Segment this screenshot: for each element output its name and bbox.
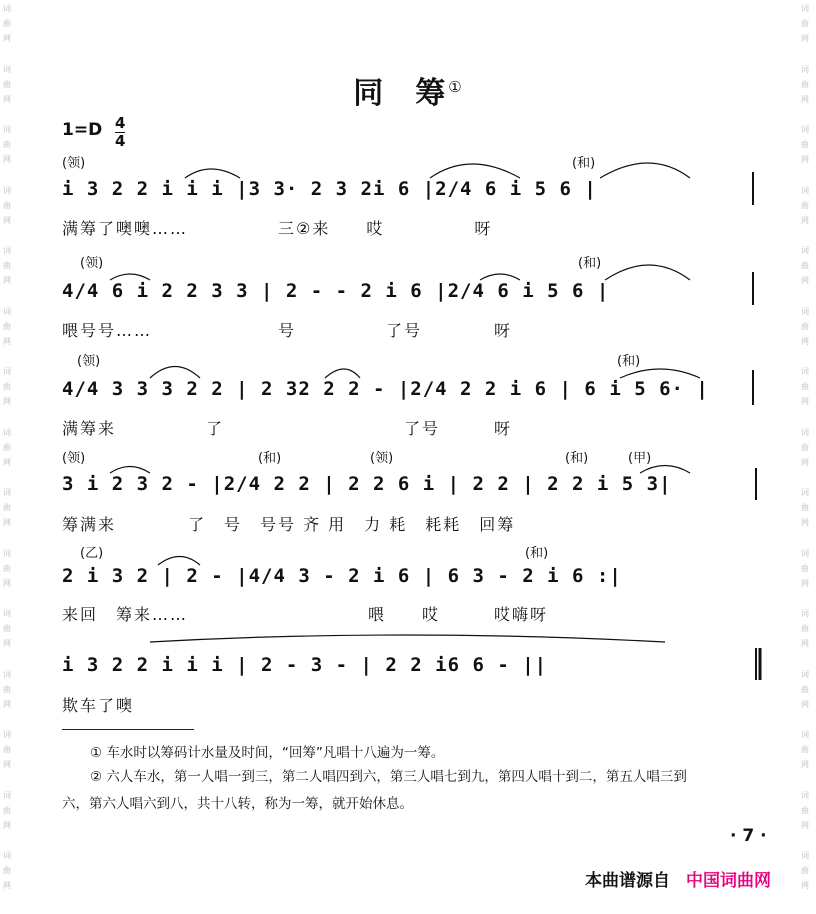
watermark-char: 曲 bbox=[3, 866, 11, 875]
watermark-char: 网 bbox=[801, 276, 809, 285]
watermark-char: 词 bbox=[3, 488, 11, 497]
part-label: (领) bbox=[77, 354, 101, 369]
notation-row-1: i 3 2 2 i i i |3 3· 2 3 2i 6 |2/4 6 i 5 6 | bbox=[62, 178, 597, 200]
watermark-char: 曲 bbox=[3, 140, 11, 149]
watermark-char: 网 bbox=[801, 639, 809, 648]
watermark-char: 词 bbox=[3, 548, 11, 558]
watermark-char: 网 bbox=[801, 881, 809, 890]
watermark-char: 网 bbox=[3, 639, 11, 648]
slur bbox=[430, 164, 520, 178]
watermark-char: 词 bbox=[3, 64, 11, 74]
watermark-char: 网 bbox=[801, 699, 809, 709]
watermark-char: 曲 bbox=[3, 442, 11, 452]
watermark-char: 曲 bbox=[801, 503, 809, 512]
part-label: (领) bbox=[62, 451, 86, 466]
slur bbox=[480, 274, 520, 280]
notation-row-4: 3 i 2 3 2 - |2/4 2 2 | 2 2 6 i | 2 2 | 2 2 i 5 3| bbox=[62, 473, 672, 495]
slur bbox=[620, 369, 700, 378]
footnote-divider bbox=[62, 729, 194, 730]
watermark-char: 网 bbox=[3, 94, 11, 104]
watermark-char: 网 bbox=[3, 276, 11, 285]
part-label: (和) bbox=[525, 546, 549, 561]
watermark-char: 网 bbox=[3, 518, 11, 527]
watermark-char: 词 bbox=[3, 851, 11, 860]
watermark-char: 曲 bbox=[3, 79, 11, 89]
watermark-char: 网 bbox=[801, 578, 809, 588]
watermark-char: 曲 bbox=[801, 563, 809, 573]
source-prefix: 本曲谱源自 bbox=[585, 871, 670, 891]
part-label: (和) bbox=[572, 156, 596, 171]
notation-row-5: 2 i 3 2 | 2 - |4/4 3 - 2 i 6 | 6 3 - 2 i 6 :| bbox=[62, 565, 622, 587]
part-label: (领) bbox=[62, 156, 86, 171]
watermark-char: 曲 bbox=[3, 321, 11, 331]
slur bbox=[110, 274, 150, 280]
watermark-char: 词 bbox=[3, 185, 11, 195]
notation-row-2: 4/4 6 i 2 2 3 3 | 2 - - 2 i 6 |2/4 6 i 5 6 | bbox=[62, 280, 610, 302]
watermark-char: 词 bbox=[801, 64, 809, 74]
notation-row-6: i 3 2 2 i i i | 2 - 3 - | 2 2 i6 6 - || bbox=[62, 654, 548, 676]
watermark-char: 网 bbox=[801, 94, 809, 104]
watermark-char: 曲 bbox=[3, 261, 11, 270]
watermark-char: 网 bbox=[801, 820, 809, 830]
time-numerator: 4 bbox=[115, 114, 126, 132]
watermark-char: 曲 bbox=[801, 624, 809, 633]
title-footnote-mark: ① bbox=[448, 78, 463, 96]
watermark-char: 网 bbox=[3, 820, 11, 830]
lyrics-row-3: 满筹来 了 了号 呀 bbox=[62, 419, 513, 438]
watermark-char: 网 bbox=[801, 397, 809, 406]
watermark-char: 曲 bbox=[3, 624, 11, 633]
watermark-char: 曲 bbox=[801, 200, 809, 210]
watermark-char: 曲 bbox=[801, 745, 809, 754]
watermark-char: 曲 bbox=[3, 745, 11, 754]
watermark-char: 词 bbox=[801, 488, 809, 497]
watermark-char: 曲 bbox=[801, 261, 809, 270]
watermark-char: 词 bbox=[3, 609, 11, 618]
footnote-2: ② 六人车水，第一人唱一到三，第二人唱四到六，第三人唱七到九，第四人唱十到二，第五人唱三到 bbox=[90, 769, 687, 785]
watermark-char: 曲 bbox=[801, 19, 809, 28]
lyrics-row-5: 来回 筹来…… 喂 哎 哎嗨呀 bbox=[62, 605, 549, 624]
watermark-char: 网 bbox=[801, 336, 809, 346]
watermark-char: 网 bbox=[3, 397, 11, 406]
watermark-char: 曲 bbox=[3, 503, 11, 512]
part-label: (和) bbox=[565, 451, 589, 466]
watermark-char: 网 bbox=[801, 215, 809, 225]
watermark-char: 词 bbox=[3, 669, 11, 679]
watermark-char: 词 bbox=[3, 790, 11, 800]
watermark-char: 曲 bbox=[801, 684, 809, 694]
watermark-char: 词 bbox=[801, 246, 809, 255]
watermark-char: 词 bbox=[3, 367, 11, 376]
watermark-char: 曲 bbox=[3, 382, 11, 391]
watermark-char: 网 bbox=[3, 699, 11, 709]
time-denominator: 4 bbox=[115, 132, 126, 150]
watermark-char: 曲 bbox=[801, 866, 809, 875]
watermark-char: 网 bbox=[801, 518, 809, 527]
watermark-char: 网 bbox=[3, 215, 11, 225]
watermark-char: 词 bbox=[801, 427, 809, 437]
lyrics-row-2: 喂号号…… 号 了号 呀 bbox=[62, 321, 513, 340]
watermark-char: 曲 bbox=[801, 79, 809, 89]
slur bbox=[185, 169, 240, 178]
page-number: · 7 · bbox=[730, 826, 767, 846]
watermark-char: 词 bbox=[801, 609, 809, 618]
watermark-char: 词 bbox=[801, 4, 809, 13]
watermark-char: 曲 bbox=[3, 563, 11, 573]
part-label: (和) bbox=[258, 451, 282, 466]
watermark-char: 网 bbox=[3, 881, 11, 890]
watermark-char: 词 bbox=[801, 851, 809, 860]
watermark-char: 词 bbox=[801, 548, 809, 558]
slur bbox=[605, 265, 690, 280]
watermark-char: 网 bbox=[801, 34, 809, 43]
watermark-char: 曲 bbox=[801, 805, 809, 815]
slur bbox=[158, 557, 200, 566]
lyrics-row-6: 欺车了噢 bbox=[62, 696, 135, 715]
watermark-char: 网 bbox=[3, 760, 11, 769]
watermark-char: 网 bbox=[3, 155, 11, 164]
footnote-2-cont: 六，第六人唱六到八，共十八转，称为一筹，就开始休息。 bbox=[62, 796, 413, 812]
part-label: (和) bbox=[578, 256, 602, 271]
part-label: (和) bbox=[617, 354, 641, 369]
notation-row-3: 4/4 3 3 3 2 2 | 2 32 2 2 - |2/4 2 2 i 6 | 6 i 5 6· | bbox=[62, 378, 709, 400]
key-signature: 1=D bbox=[62, 120, 103, 140]
lyrics-row-4: 筹满来 了 号 号号 齐 用 力 耗 耗耗 回筹 bbox=[62, 515, 516, 534]
lyrics-row-1: 满筹了噢噢…… 三②来 哎 呀 bbox=[62, 219, 493, 238]
watermark-char: 曲 bbox=[801, 442, 809, 452]
slur bbox=[640, 466, 690, 474]
watermark-char: 曲 bbox=[801, 321, 809, 331]
watermark-char: 词 bbox=[3, 4, 11, 13]
watermark-char: 词 bbox=[801, 367, 809, 376]
watermark-char: 词 bbox=[3, 730, 11, 739]
watermark-char: 网 bbox=[3, 457, 11, 467]
slur bbox=[600, 163, 690, 178]
watermark-char: 词 bbox=[3, 306, 11, 316]
footnote-1: ① 车水时以筹码计水量及时间，“回筹”凡唱十八遍为一筹。 bbox=[90, 745, 445, 761]
watermark-char: 词 bbox=[801, 669, 809, 679]
watermark-char: 曲 bbox=[801, 140, 809, 149]
watermark-char: 曲 bbox=[3, 19, 11, 28]
slur bbox=[150, 635, 665, 642]
watermark-char: 曲 bbox=[3, 684, 11, 694]
watermark-char: 词 bbox=[801, 790, 809, 800]
watermark-char: 词 bbox=[3, 246, 11, 255]
watermark-char: 词 bbox=[3, 125, 11, 134]
part-label: (甲) bbox=[628, 451, 652, 466]
watermark-char: 网 bbox=[3, 578, 11, 588]
watermark-char: 网 bbox=[801, 155, 809, 164]
slur bbox=[150, 367, 200, 379]
watermark-char: 网 bbox=[801, 760, 809, 769]
watermark-char: 词 bbox=[801, 185, 809, 195]
source-credit bbox=[585, 866, 771, 891]
slur bbox=[110, 467, 150, 474]
part-label: (领) bbox=[370, 451, 394, 466]
watermark-char: 网 bbox=[3, 34, 11, 43]
part-label: (乙) bbox=[80, 546, 104, 561]
watermark-char: 词 bbox=[801, 125, 809, 134]
source-site-link[interactable]: 中国词曲网 bbox=[686, 871, 771, 891]
watermark-char: 曲 bbox=[3, 805, 11, 815]
watermark-char: 网 bbox=[3, 336, 11, 346]
slur bbox=[325, 369, 360, 378]
watermark-char: 网 bbox=[801, 457, 809, 467]
watermark-char: 曲 bbox=[3, 200, 11, 210]
watermark-char: 曲 bbox=[801, 382, 809, 391]
watermark-char: 词 bbox=[801, 306, 809, 316]
part-label: (领) bbox=[80, 256, 104, 271]
watermark-char: 词 bbox=[3, 427, 11, 437]
song-title: 同 筹 ① bbox=[353, 76, 463, 111]
watermark-char: 词 bbox=[801, 730, 809, 739]
